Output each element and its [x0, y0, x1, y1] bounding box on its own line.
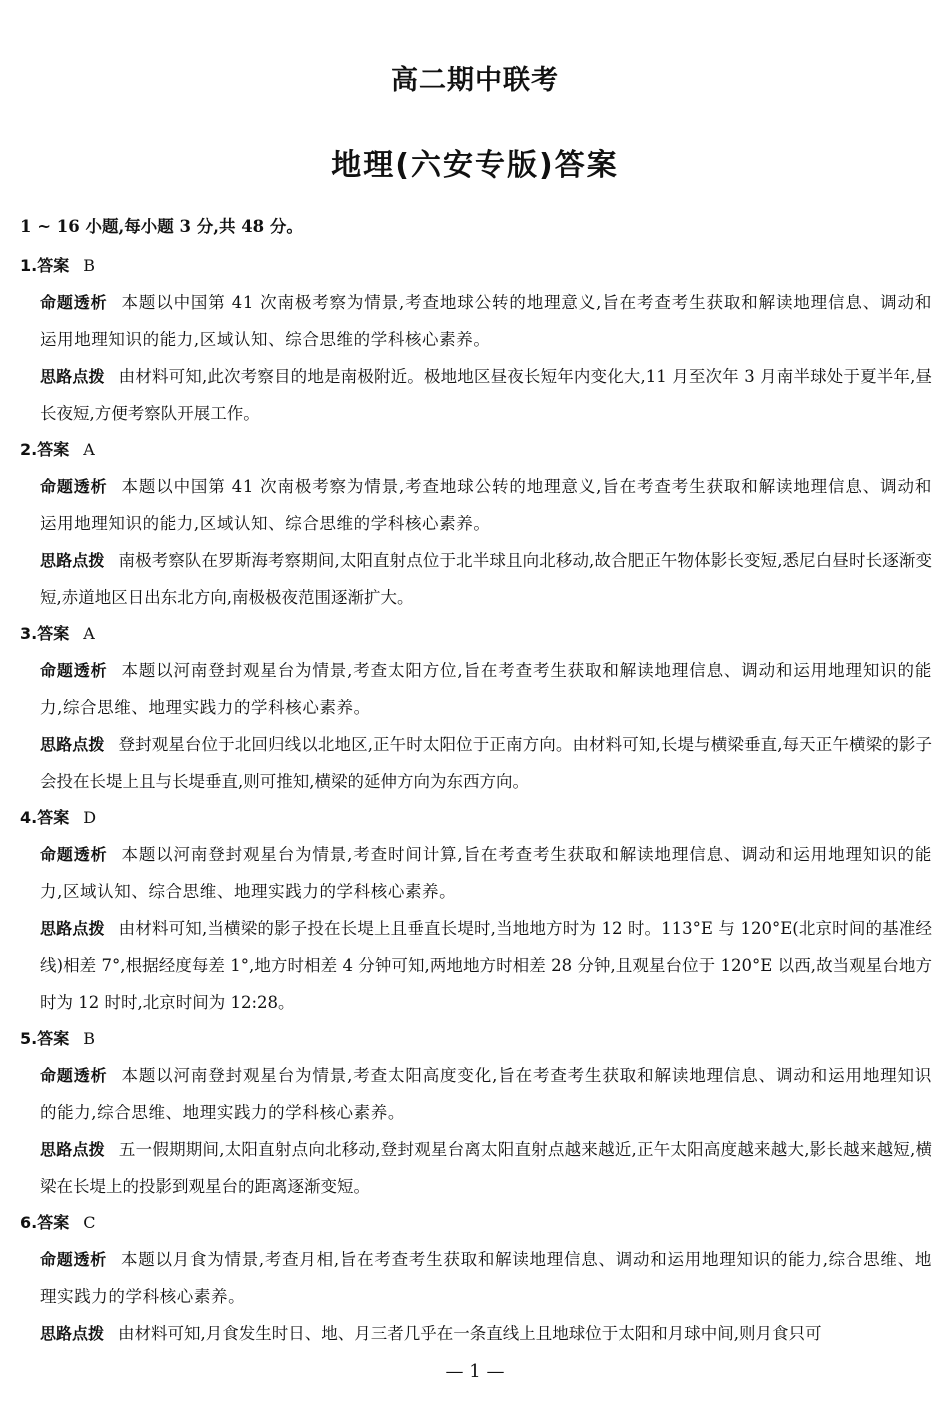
page-title: 高二期中联考 — [391, 65, 559, 96]
answer-line — [20, 1021, 932, 1057]
analysis-label: 命题透析 — [40, 1250, 107, 1269]
answer-item — [20, 432, 932, 616]
answer-label: 答案 — [37, 1029, 70, 1048]
analysis-paragraph — [40, 284, 932, 358]
analysis-paragraph — [40, 836, 932, 910]
hint-text: 南极考察队在罗斯海考察期间,太阳直射点位于北半球且向北移动,故合肥正午物体影长变短,悉尼白昼时长逐渐变短,赤道地区日出东北方向,南极极夜范围逐渐扩大。 — [40, 551, 932, 607]
answer-list — [20, 248, 932, 1352]
hint-paragraph — [40, 1131, 932, 1205]
analysis-label: 命题透析 — [40, 1066, 108, 1085]
analysis-paragraph — [40, 1057, 932, 1131]
analysis-paragraph — [40, 468, 932, 542]
analysis-label: 命题透析 — [40, 477, 108, 496]
answer-line — [20, 1205, 932, 1241]
hint-paragraph — [40, 910, 932, 1021]
page-number: — 1 — — [445, 1361, 505, 1382]
answer-choice: A — [83, 440, 95, 459]
hint-paragraph — [40, 542, 932, 616]
hint-text: 五一假期期间,太阳直射点向北移动,登封观星台离太阳直射点越来越近,正午太阳高度越来越大,影长越来越短,横梁在长堤上的投影到观星台的距离逐渐变短。 — [40, 1140, 932, 1196]
answer-item — [20, 1205, 932, 1352]
answer-item — [20, 800, 932, 1021]
analysis-text: 本题以河南登封观星台为情景,考查时间计算,旨在考查考生获取和解读地理信息、调动和运用地理知识的能力,区域认知、综合思维、地理实践力的学科核心素养。 — [40, 845, 932, 901]
hint-label: 思路点拨 — [40, 1324, 105, 1343]
analysis-paragraph — [40, 1241, 932, 1315]
hint-text: 由材料可知,此次考察目的地是南极附近。极地地区昼夜长短年内变化大,11 月至次年 3 月南半球处于夏半年,昼长夜短,方便考察队开展工作。 — [40, 367, 932, 423]
answer-choice: D — [83, 808, 97, 827]
hint-paragraph — [40, 358, 932, 432]
answer-label: 答案 — [37, 624, 70, 643]
hint-text: 登封观星台位于北回归线以北地区,正午时太阳位于正南方向。由材料可知,长堤与横梁垂直,每天正午横梁的影子会投在长堤上且与长堤垂直,则可推知,横梁的延伸方向为东西方向。 — [40, 735, 932, 791]
analysis-text: 本题以河南登封观星台为情景,考查太阳高度变化,旨在考查考生获取和解读地理信息、调动和运用地理知识的能力,综合思维、地理实践力的学科核心素养。 — [40, 1066, 932, 1122]
answer-choice: B — [83, 1029, 95, 1048]
answer-item — [20, 248, 932, 432]
answer-item — [20, 616, 932, 800]
hint-label: 思路点拨 — [40, 367, 105, 386]
analysis-label: 命题透析 — [40, 845, 108, 864]
analysis-text: 本题以中国第 41 次南极考察为情景,考查地球公转的地理意义,旨在考查考生获取和解读地理信息、调动和运用地理知识的能力,区域认知、综合思维的学科核心素养。 — [40, 477, 932, 533]
hint-text: 由材料可知,当横梁的影子投在长堤上且垂直长堤时,当地地方时为 12 时。113°E 与 120°E(北京时间的基准经线)相差 7°,根据经度每差 1°,地方时相差 4 分钟可知,两地地方时相差 28 分钟,且观星台位于 120°E 以西,故当观星台地方时为 12 时时,北京时间为 12:28。 — [40, 919, 932, 1012]
answer-label: 答案 — [37, 256, 70, 275]
section-intro: 1 ~ 16 小题,每小题 3 分,共 48 分。 — [20, 217, 303, 236]
answer-choice: B — [83, 256, 95, 275]
question-number: 6. — [20, 1213, 38, 1232]
answer-item — [20, 1021, 932, 1205]
answer-choice: A — [83, 624, 95, 643]
answer-choice: C — [83, 1213, 96, 1232]
analysis-text: 本题以月食为情景,考查月相,旨在考查考生获取和解读地理信息、调动和运用地理知识的能力,综合思维、地理实践力的学科核心素养。 — [40, 1250, 932, 1306]
analysis-label: 命题透析 — [40, 293, 108, 312]
answer-line — [20, 800, 932, 836]
analysis-text: 本题以河南登封观星台为情景,考查太阳方位,旨在考查考生获取和解读地理信息、调动和运用地理知识的能力,综合思维、地理实践力的学科核心素养。 — [40, 661, 932, 717]
hint-label: 思路点拨 — [40, 919, 105, 938]
question-number: 4. — [20, 808, 38, 827]
hint-label: 思路点拨 — [40, 735, 105, 754]
analysis-text: 本题以中国第 41 次南极考察为情景,考查地球公转的地理意义,旨在考查考生获取和解读地理信息、调动和运用地理知识的能力,区域认知、综合思维的学科核心素养。 — [40, 293, 932, 349]
analysis-label: 命题透析 — [40, 661, 108, 680]
question-number: 1. — [20, 256, 38, 275]
answer-label: 答案 — [37, 1213, 70, 1232]
answer-line — [20, 248, 932, 284]
question-number: 3. — [20, 624, 38, 643]
question-number: 2. — [20, 440, 38, 459]
page-subtitle: 地理(六安专版)答案 — [331, 148, 619, 183]
question-number: 5. — [20, 1029, 38, 1048]
hint-label: 思路点拨 — [40, 1140, 105, 1159]
hint-paragraph — [40, 726, 932, 800]
hint-text: 由材料可知,月食发生时日、地、月三者几乎在一条直线上且地球位于太阳和月球中间,则月食只可 — [118, 1324, 822, 1343]
analysis-paragraph — [40, 652, 932, 726]
answer-label: 答案 — [37, 440, 70, 459]
hint-paragraph — [40, 1315, 932, 1352]
answer-line — [20, 616, 932, 652]
answer-label: 答案 — [37, 808, 70, 827]
hint-label: 思路点拨 — [40, 551, 105, 570]
answer-line — [20, 432, 932, 468]
